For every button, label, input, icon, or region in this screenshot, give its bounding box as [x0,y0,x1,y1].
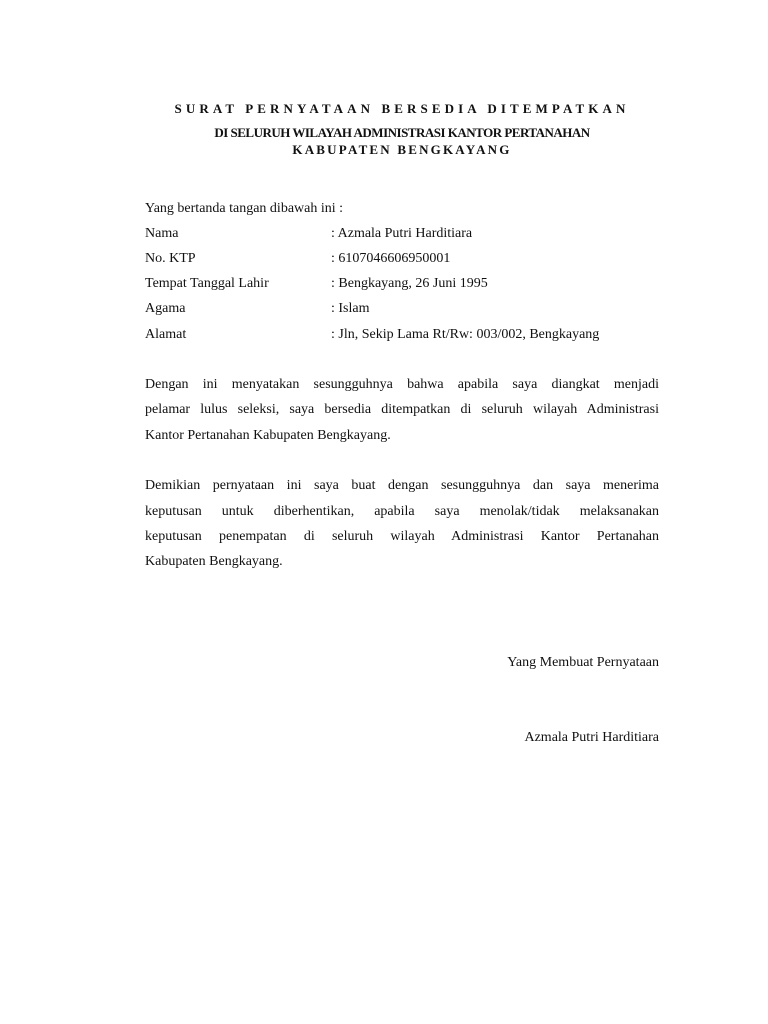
field-value: : Islam [331,301,370,316]
field-value: : Jln, Sekip Lama Rt/Rw: 003/002, Bengkayang [331,327,600,342]
field-label: Nama [145,226,179,241]
paragraph-2-line-1: Demikian pernyataan ini saya buat dengan sesungguhnya dan saya menerima [145,478,659,493]
paragraph-1-line-1: Dengan ini menyatakan sesungguhnya bahwa apabila saya diangkat menjadi [145,377,659,392]
field-label: Alamat [145,327,187,342]
paragraph-2-line-3: keputusan penempatan di seluruh wilayah Administrasi Kantor Pertanahan [145,529,659,544]
paragraph-2-line-2: keputusan untuk diberhentikan, apabila saya menolak/tidak melaksanakan [145,504,659,519]
signature-name: Azmala Putri Harditiara [524,730,659,745]
intro-text: Yang bertanda tangan dibawah ini : [145,201,344,216]
paragraph-1-line-2: pelamar lulus seleksi, saya bersedia ditempatkan di seluruh wilayah Administrasi [145,402,659,417]
field-label: No. KTP [145,251,196,266]
signature-label: Yang Membuat Pernyataan [507,655,659,670]
field-value: : Azmala Putri Harditiara [331,226,473,241]
field-value: : 6107046606950001 [331,251,451,266]
field-value: : Bengkayang, 26 Juni 1995 [331,276,488,291]
paragraph-1-line-3: Kantor Pertanahan Kabupaten Bengkayang. [145,428,391,443]
field-row-tempat-tanggal-lahir [145,275,659,293]
field-row-nama [145,225,659,243]
field-row-agama [145,300,659,318]
field-row-no-ktp [145,250,659,268]
document-title-line-3: KABUPATEN BENGKAYANG [292,142,512,157]
document-title-line-1: SURAT PERNYATAAN BERSEDIA DITEMPATKAN [174,101,630,116]
field-label: Tempat Tanggal Lahir [145,276,269,291]
field-label: Agama [145,301,186,316]
paragraph-2-line-4: Kabupaten Bengkayang. [145,554,283,569]
document-title-line-2: DI SELURUH WILAYAH ADMINISTRASI KANTOR PERTANAHAN [214,125,590,140]
field-row-alamat [145,326,659,344]
